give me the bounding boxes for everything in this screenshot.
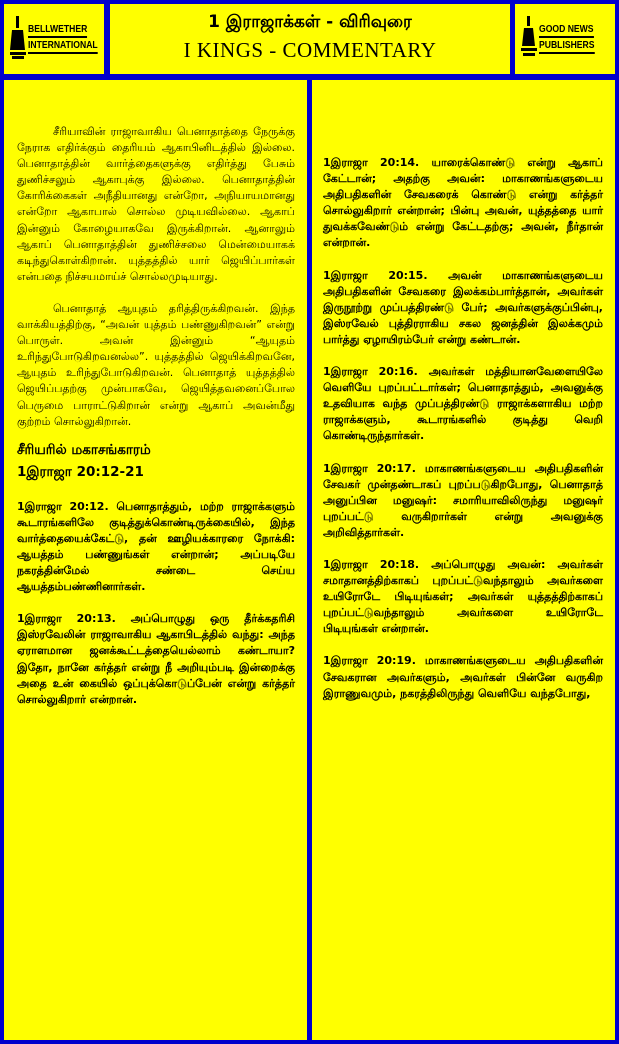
verse-20-13: 1இராஜா 20:13. அப்பொழுது ஒரு தீர்க்கதரிசி இஸ்ரவேலின் ராஜாவாகிய ஆகாபிடத்தில் வந்து: அந்த ஏராளமான ஜனக்கூட்டத்தையெல்லாம் கண்டாயா? இதோ, நானே கர்த்தர் என்று நீ அறியும்படி இன்றைக்கு அதை உன் கையில் ஒப்புக்கொடுப்பேன் என்று கர்த்தர் சொல்லுகிறார் என்றான். [17, 612, 295, 706]
section-reference: 1இராஜா 20:12-21 [17, 463, 144, 480]
verse-20-15: 1இராஜா 20:15. அவன் மாகாணங்களுடைய அதிபதிகளின் சேவகரை இலக்கம்பார்த்தான், அவர்கள் இருநூற்று முப்பத்திரண்டு பேர்; அவர்களுக்குப்பின்பு, இஸ்ரவேல் புத்திரராகிய சகல ஜனத்தின் இலக்கமும் பார்த்து ஏழாயிரம்பேர் என்று கண்டான். [323, 268, 603, 346]
verse-20-18: 1இராஜா 20:18. அப்பொழுது அவன்: அவர்கள் சமாதானத்திற்காகப் புறப்பட்டுவந்தாலும் அவர்களை உயிரோடே பிடியுங்கள்; அவர்கள் யுத்தத்திற்காகப் புறப்பட்டுவந்தாலும் அவர்களை உயிரோடே பிடியுங்கள் என்றான். [323, 557, 603, 636]
title-box [110, 4, 510, 74]
bellwether-logo-icon [10, 16, 26, 60]
verse-20-14: 1இராஜா 20:14. யாரைக்கொண்டு என்று ஆகாப் கேட்டான்; அதற்கு அவன்: மாகாணங்களுடைய அதிபதிகளின் சேவகரைக் கொண்டு என்று கர்த்தர் சொல்லுகிறார் என்றான்; பின்பு அவன், யுத்தத்தை யார் துவக்கவேண்டும் என்று கேட்டதற்கு; அவன், நீர்தான் என்றான். [323, 156, 603, 250]
section-heading: சீரியரில் மகாசங்காரம் [17, 441, 151, 458]
bellwether-logo-text: BELLWETHER INTERNATIONAL [28, 22, 98, 54]
left-column [4, 80, 307, 1040]
good-news-logo-box [515, 4, 615, 74]
good-news-logo-text: GOOD NEWS PUBLISHERS [539, 22, 595, 54]
verse-20-17: 1இராஜா 20:17. மாகாணங்களுடைய அதிபதிகளின் சேவகர் முன்தண்டாகப் புறப்படுகிறபோது, பெனாதாத் அனுப்பின மனுஷர்: சமாரியாவிலிருந்து மனுஷர் புறப்பட்டு வருகிறார்கள் என்று அவனுக்கு அறிவித்தார்கள். [323, 461, 603, 539]
commentary-paragraph-2: பெனாதாத் ஆயுதம் தரித்திருக்கிறவன். இந்த வாக்கியத்திற்கு, “அவன் யுத்தம் பண்ணுகிறவன்” என்று பொருள். அவன் இன்னும் “ஆயுதம் உரிந்துபோடுகிறவனல்ல”. யுத்தத்தில் ஜெயிக்கிறவனே, ஆயுதம் உரிந்துபோடுகிறவன். பெனாதாத் யுத்தத்தில் ஜெயிப்பதற்கு முன்பாகவே, ஜெயித்தவனைப்போல பெருமை பாராட்டுகிறான் என்று ஆகாப் அவன்மீது குற்றம் சொல்லுகிறான். [17, 301, 295, 428]
bellwether-logo-box [4, 4, 104, 74]
commentary-paragraph-1: சீரியாவின் ராஜாவாகிய பெனாதாத்தை நேருக்கு நேராக எதிர்க்கும் தைரியம் ஆகாபினிடத்தில் இல்லை. பெனாதாத்தின் வார்த்தைகளுக்கு எதிர்த்து பேசும் துணிச்சலும் ஆகாபுக்கு இல்லை. பெனாதாத்தின் கோரிக்கைகள் அநீதியானது என்றோ, அநியாயமானது என்றோ ஆகாபால் சொல்ல முடியவில்லை. ஆகாப் இன்னும் கோழையாகவே இருக்கிறான். ஆனாலும் ஆகாப் பெனாதாத்தின் துணிச்சலை மென்மையாகக் கடிந்துகொள்கிறான். யுத்தத்தில் யார் ஜெயிப்பார்கள் என்பதை நிச்சயமாய்ச் சொல்லமுடியாது. [17, 125, 295, 283]
title-tamil: 1 இராஜாக்கள் - விரிவுரை [208, 12, 412, 32]
right-column [312, 80, 615, 1040]
good-news-logo-icon [521, 16, 537, 60]
verse-20-19: 1இராஜா 20:19. மாகாணங்களுடைய அதிபதிகளின் சேவகரான அவர்களும், அவர்கள் பின்னே வருகிற இராணுவமும், நகரத்திலிருந்து வெளியே வந்தபோது, [323, 654, 603, 700]
title-english: I KINGS - COMMENTARY [183, 38, 437, 62]
verse-20-12: 1இராஜா 20:12. பெனாதாத்தும், மற்ற ராஜாக்களும் கூடாரங்களிலே குடித்துக்கொண்டிருக்கையில், இந்த வார்த்தையைக்கேட்டு, தன் ஊழியக்காரரை நோக்கி: ஆயத்தம் பண்ணுங்கள் என்றான்; அப்படியே நகரத்தின்மேல் சண்டை செய்ய ஆயத்தம்பண்ணினார்கள். [17, 499, 295, 594]
verse-20-16: 1இராஜா 20:16. அவர்கள் மத்தியானவேளையிலே வெளியே புறப்பட்டார்கள்; பெனாதாத்தும், அவனுக்கு உதவியாக வந்த முப்பத்திரண்டு ராஜாக்களாகிய மற்ற ராஜாக்களும், கூடாரங்களில் குடித்து வெறி கொண்டிருந்தார்கள். [323, 365, 603, 443]
